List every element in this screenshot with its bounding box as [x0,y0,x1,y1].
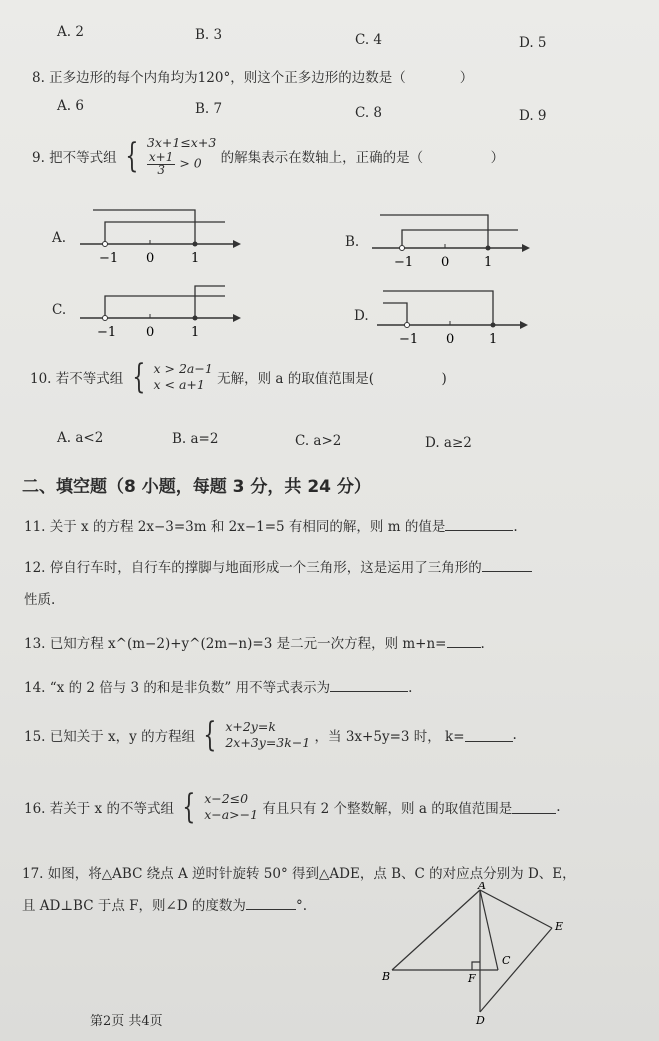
q9-line1: 3x+1≤x+3 [146,135,217,150]
q11-answer-blank[interactable] [445,518,513,531]
q9-option-b-label: B. [345,234,360,250]
q15-line2: 2x+3y=3k−1 [225,735,311,750]
q16-brace: { [182,787,196,827]
q7-option-c: C. 4 [355,32,383,48]
q16-text: 16. 若关于 x 的不等式组 { x−2≤0 x−a>−1 有且只有 2 个整数解，则 a 的取值范围是 . [24,787,561,827]
q15-text: 15. 已知关于 x，y 的方程组 { x+2y=k 2x+3y=3k−1 ，当 3x+5y=3 时， k= . [24,715,517,755]
q9a-tick-neg1: −1 [99,251,119,266]
q13-stem: 13. 已知方程 x^(m−2)+y^(2m−n)=3 是二元一次方程，则 m+n= [24,636,447,652]
q10-option-d: D. a≥2 [425,435,472,451]
q9a-tick-1: 1 [191,251,200,266]
q9a-tick-0: 0 [146,251,155,266]
q17-text-cont [22,894,307,914]
q15-suffix: ，当 3x+5y=3 时， k= [314,729,465,745]
q16-system [204,791,258,823]
q8-text: 8. 正多边形的每个内角均为120°，则这个正多边形的边数是（ ） [32,70,474,86]
q17-text: 17. 如图，将△ABC 绕点 A 逆时针旋转 50° 得到△ADE，点 B、C 的对应点分别为 D、E， [22,866,576,882]
q9-option-c-label: C. [52,302,67,318]
q9-system [147,135,216,177]
q9b-tick-0: 0 [441,255,450,270]
q8-option-a: A. 6 [57,98,84,114]
q17-tail: °. [295,898,307,914]
q7-option-d: D. 5 [519,35,547,51]
q9-number-line-b [370,208,540,274]
q9-number-line-c [75,280,245,346]
q16-answer-blank[interactable] [512,801,556,814]
fig-label-e: E [555,920,564,933]
q9-fraction [147,151,175,177]
q8-option-b: B. 7 [195,101,223,117]
q9-option-d-label: D. [354,308,369,324]
q16-suffix: 有且只有 2 个整数解，则 a 的取值范围是 [262,801,513,817]
q16-line2: x−a>−1 [204,807,259,822]
q9b-tick-1: 1 [484,255,493,270]
fig-label-a: A [478,882,486,892]
q16-line1: x−2≤0 [204,791,249,806]
q13-text: 13. 已知方程 x^(m−2)+y^(2m−n)=3 是二元一次方程，则 m+n= . [24,636,485,652]
section-2-heading: 二、填空题（8 小题，每题 3 分，共 24 分） [22,477,371,497]
q15-prefix: 15. 已知关于 x，y 的方程组 [24,729,196,745]
q14-text: 14. “x 的 2 倍与 3 的和是非负数” 用不等式表示为 . [24,680,413,696]
q15-answer-blank[interactable] [465,729,513,742]
q10-option-b: B. a=2 [172,431,219,447]
q9-stem [32,135,504,177]
q13-answer-blank[interactable] [447,635,481,648]
q10-line1: x > 2a−1 [153,361,213,376]
q10-line2: x < a+1 [153,377,205,392]
q9-number-line-d [375,283,535,349]
q10-prefix: 10. 若不等式组 [30,371,124,387]
q9d-tick-0: 0 [446,332,455,347]
q9-frac-den: 3 [157,163,165,177]
q15-line1: x+2y=k [225,719,276,734]
q17-stem: 且 AD⊥BC 于点 F，则∠D 的度数为 [22,898,246,914]
q9b-tick-neg1: −1 [394,255,414,270]
q12-stem: 12. 停自行车时，自行车的撑脚与地面形成一个三角形，这是运用了三角形的 [24,560,482,576]
q9-option-a-label: A. [52,230,67,246]
page-footer: 第2页 共4页 [90,1014,163,1029]
q12-text-cont: 性质. [24,592,56,608]
q15-system [225,719,310,751]
q9-brace: { [125,136,139,176]
q12-text [24,556,532,576]
q9-suffix: 的解集表示在数轴上，正确的是（ ） [220,150,505,166]
q7-option-b: B. 3 [195,27,223,43]
q14-stem: 14. “x 的 2 倍与 3 的和是非负数” 用不等式表示为 [24,680,331,696]
q9-prefix: 9. 把不等式组 [32,150,117,166]
q17-figure [380,882,570,1027]
q9d-tick-neg1: −1 [399,332,419,347]
q17-answer-blank[interactable] [246,897,296,910]
q9-frac-tail: > 0 [179,155,202,171]
q10-stem [30,357,447,397]
q10-suffix: 无解，则 a 的取值范围是( ) [217,371,447,387]
q10-option-a: A. a<2 [57,430,104,446]
fig-label-c: C [502,954,511,967]
q11-text: 11. 关于 x 的方程 2x−3=3m 和 2x−1=5 有相同的解，则 m 的值是 . [24,519,518,535]
q15-brace: { [203,715,217,755]
q10-system [154,361,213,393]
q10-brace: { [131,357,145,397]
q9d-tick-1: 1 [489,332,498,347]
fig-label-f: F [468,972,476,985]
fig-label-b: B [382,970,391,983]
q7-option-a: A. 2 [57,24,84,40]
q8-option-c: C. 8 [355,105,383,121]
q8-option-d: D. 9 [519,108,547,124]
q9c-tick-0: 0 [146,325,155,340]
q9c-tick-neg1: −1 [97,325,117,340]
q14-answer-blank[interactable] [330,679,408,692]
q11-stem: 11. 关于 x 的方程 2x−3=3m 和 2x−1=5 有相同的解，则 m 的值是 [24,519,446,535]
q9-number-line-a [75,200,245,270]
fig-label-d: D [476,1014,485,1027]
q16-prefix: 16. 若关于 x 的不等式组 [24,801,174,817]
q12-answer-blank[interactable] [482,559,532,572]
q10-option-c: C. a>2 [295,433,342,449]
q9-frac-num: x+1 [148,150,174,164]
q9c-tick-1: 1 [191,325,200,340]
